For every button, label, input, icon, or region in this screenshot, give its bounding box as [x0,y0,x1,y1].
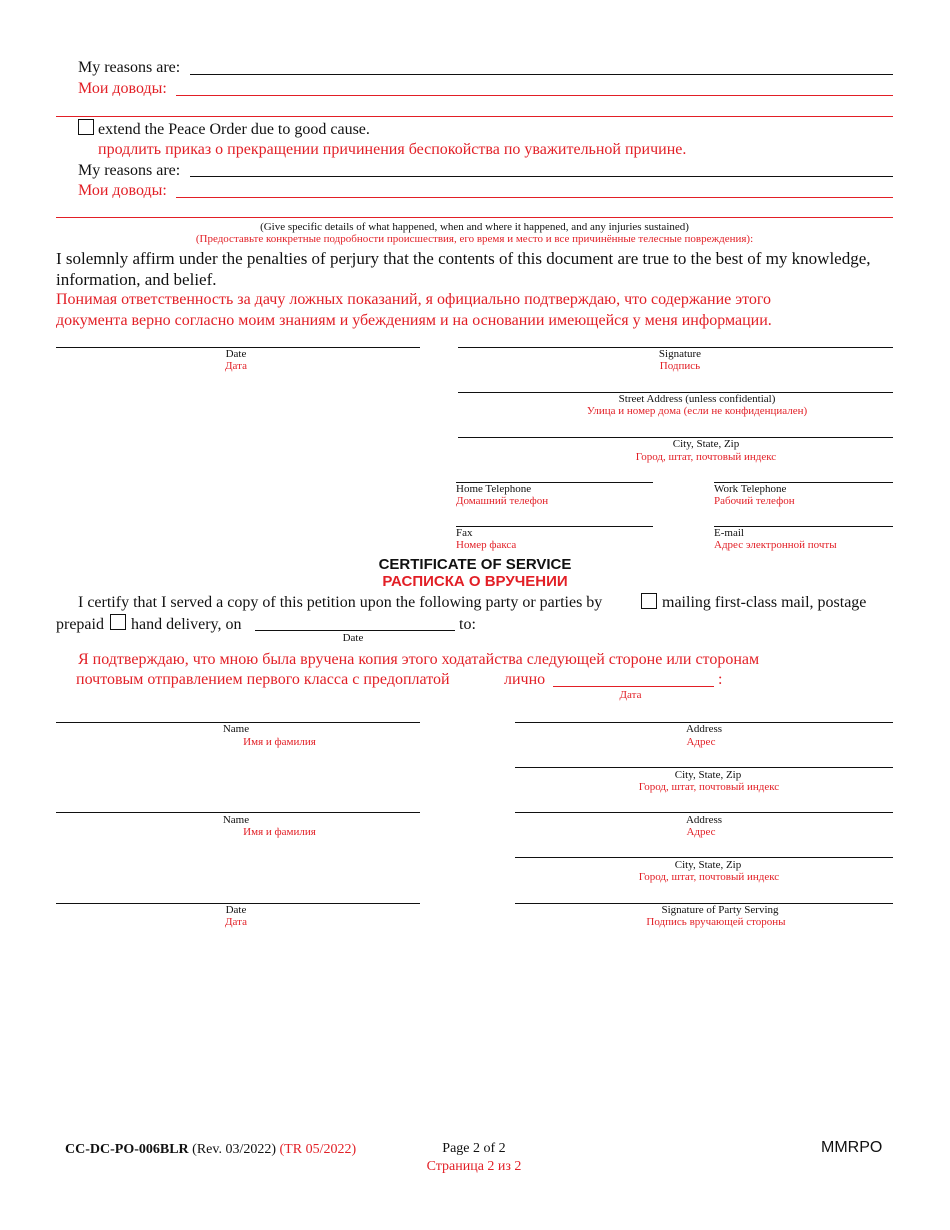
reasons-hint-ru: (Предоставьте конкретные подробности происшествия, его время и место и все причинённые телесные повреждения): [195,233,754,245]
party2-address-line[interactable] [515,812,893,813]
reasons-hint-en: (Give specific details of what happened, when and where it happened, and any injuries sustained) [260,221,689,233]
affirm-line2-ru: документа верно согласно моим знаниям и убеждениям и на основании имеющейся у меня информации. [56,312,772,329]
mail-text-en: mailing first-class mail, postage [662,594,867,611]
reasons-line-1[interactable] [190,74,893,75]
home-tel-label-en: Home Telephone [456,483,532,495]
sig-serving-label-en: Signature of Party Serving [661,904,779,916]
work-tel-label-en: Work Telephone [714,483,787,495]
extend-checkbox[interactable] [78,119,94,135]
reasons-label-ru: Мои доводы: [78,80,167,97]
service-date-label-ru: Дата [619,689,642,701]
form-code: CC-DC-PO-006BLR [65,1142,189,1157]
party2-name-label-en: Name [222,814,250,826]
hand-delivery-checkbox[interactable] [110,614,126,630]
cert-line1-ru: Я подтверждаю, что мною была вручена копия этого ходатайства следующей стороне или сторонам [78,651,760,668]
reasons-label-en: My reasons are: [78,59,181,76]
party2-city-label-ru: Город, штат, почтовый индекс [638,871,780,883]
home-tel-label-ru: Домашний телефон [456,495,549,507]
date-label-en: Date [225,348,247,360]
party1-city-label-ru: Город, штат, почтовый индекс [638,781,780,793]
fax-label-ru: Номер факса [456,539,517,551]
date-label-ru: Дата [225,360,247,372]
cert-line1-en: I certify that I served a copy of this petition upon the following party or parties by [78,594,603,611]
email-label-ru: Адрес электронной почты [714,539,837,551]
extend-text-en: extend the Peace Order due to good cause. [98,121,370,138]
party1-address-label-en: Address [685,723,723,735]
party1-address-label-ru: Адрес [686,736,716,748]
service-date-line[interactable] [255,630,455,631]
party2-name-label-ru: Имя и фамилия [243,826,316,838]
reasons2-label-ru: Мои доводы: [78,182,167,199]
party1-name-label-en: Name [222,723,250,735]
affirm-line2-en: information, and belief. [56,270,217,289]
party2-address-label-en: Address [685,814,723,826]
party2-city-line[interactable] [515,857,893,858]
signature-label-en: Signature [658,348,702,360]
extend-text-ru: продлить приказ о прекращении причинения беспокойства по уважительной причине. [98,141,687,158]
street-label-ru: Улица и номер дома (если не конфиденциален) [586,405,808,417]
reasons2-line-1[interactable] [190,176,893,177]
mail-checkbox[interactable] [641,593,657,609]
party2-city-label-en: City, State, Zip [674,859,742,871]
certificate-title-ru: РАСПИСКА О ВРУЧЕНИИ [382,573,568,590]
street-label-en: Street Address (unless confidential) [618,393,776,405]
form-tr: (TR 05/2022) [279,1142,357,1157]
fax-label-en: Fax [456,527,473,539]
reasons-line-2[interactable] [176,95,893,96]
party2-name-line[interactable] [56,812,420,813]
page-number-ru: Страница 2 из 2 [426,1159,522,1174]
sig-serving-label-ru: Подпись вручающей стороны [646,916,786,928]
work-tel-label-ru: Рабочий телефон [714,495,795,507]
party1-city-line[interactable] [515,767,893,768]
affirm-line1-ru: Понимая ответственность за дачу ложных показаний, я официально подтверждаю, что содержание этого [56,291,772,308]
page-number-en: Page 2 of 2 [442,1141,506,1156]
form-rev: (Rev. 03/2022) [192,1142,277,1157]
cert-line2-ru-b: лично [504,671,546,688]
reasons2-label-en: My reasons are: [78,162,181,179]
city-label-ru: Город, штат, почтовый индекс [635,451,777,463]
reasons2-line-2[interactable] [176,197,893,198]
prepaid-text-en: prepaid [56,616,104,633]
signature-label-ru: Подпись [659,360,701,372]
city-label-en: City, State, Zip [672,438,740,450]
reasons2-line-3[interactable] [56,217,893,218]
reasons-line-3[interactable] [56,116,893,117]
fax-line[interactable] [456,526,653,527]
service-date-label-en: Date [342,632,364,644]
form-code-right: MMRPO [821,1139,883,1156]
hand-delivery-text-en: hand delivery, on [131,616,242,633]
certificate-title-en: CERTIFICATE OF SERVICE [378,556,572,573]
service-sign-date-label-ru: Дата [225,916,247,928]
party1-name-label-ru: Имя и фамилия [243,736,316,748]
service-date-line-ru[interactable] [553,686,714,687]
footer-form-id [65,1141,356,1159]
party1-city-label-en: City, State, Zip [674,769,742,781]
service-sign-date-label-en: Date [225,904,247,916]
email-label-en: E-mail [714,527,744,539]
cert-colon-ru: : [718,671,723,688]
affirm-line1-en: I solemnly affirm under the penalties of perjury that the contents of this document are true to the best of my knowledge, [56,249,871,268]
party2-address-label-ru: Адрес [686,826,716,838]
cert-line2-ru-a: почтовым отправлением первого класса с предоплатой [76,671,450,688]
to-text-en: to: [459,616,476,633]
